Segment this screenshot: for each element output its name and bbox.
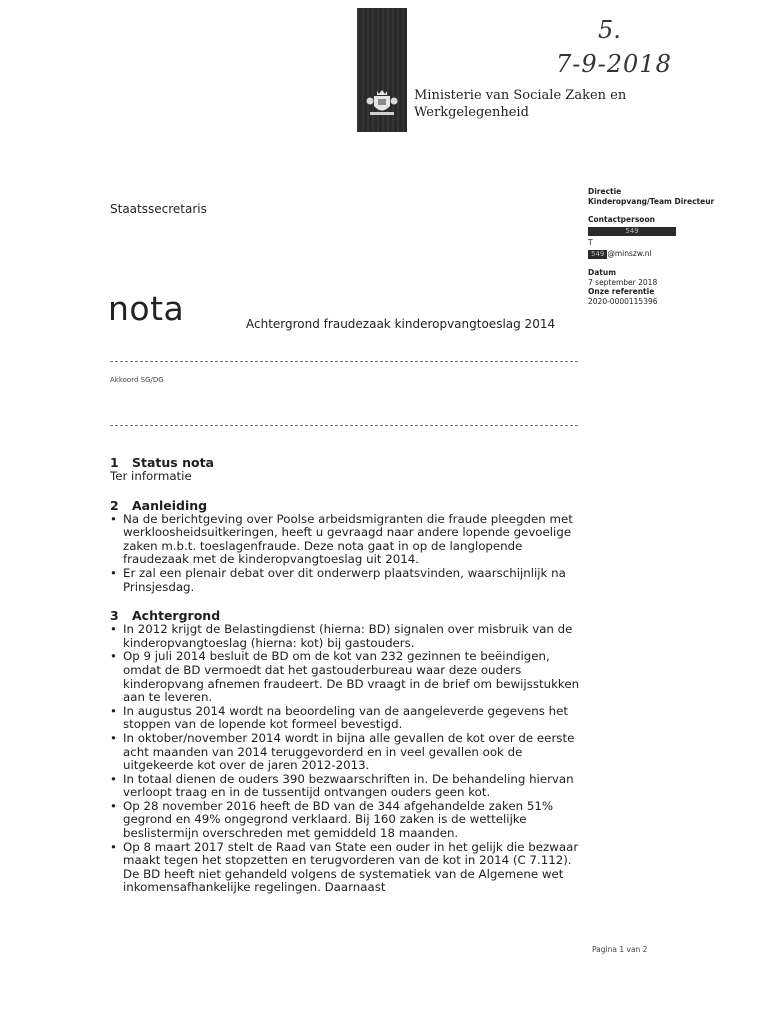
datum-label: Datum <box>588 268 617 277</box>
handwritten-number: 5. <box>598 16 621 44</box>
subject-line: Achtergrond fraudezaak kinderopvangtoeslag 2014 <box>246 317 556 331</box>
datum-value: 7 september 2018 <box>588 277 658 287</box>
list-item: • In totaal dienen de ouders 390 bezwaarschriften in. De behandeling hiervan verloopt traag en in de tussentijd ontvangen ouders geen kot. <box>110 773 580 800</box>
divider-bottom <box>110 425 578 426</box>
phone-line: T <box>588 237 593 247</box>
contact-label: Contactpersoon <box>588 215 655 224</box>
akkoord-label: Akkoord SG/DG <box>110 376 164 384</box>
sender: Staatssecretaris <box>110 202 207 216</box>
section-heading: 1 Status nota <box>110 455 214 470</box>
ministry-line-1: Ministerie van Sociale Zaken en <box>414 88 627 103</box>
directie-block <box>588 187 728 206</box>
list-item: • Op 28 november 2016 heeft de BD van de 344 afgehandelde zaken 51% gegrond en 49% ongegrond verklaard. Bij 160 zaken is de wettelijke beslistermijn overschreden met gemiddeld 18 maanden. <box>110 800 580 841</box>
contact-redacted: 549 <box>588 227 676 236</box>
page-number: Pagina 1 van 2 <box>592 945 648 954</box>
handwritten-date: 7-9-2018 <box>556 50 672 78</box>
section-aanleiding <box>110 498 580 595</box>
referentie-value: 2020-0000115396 <box>588 296 658 306</box>
divider-top <box>110 361 578 362</box>
section-heading: 3 Achtergrond <box>110 608 221 624</box>
directie-value: Kinderopvang/Team Directeur <box>588 196 715 206</box>
document-type: nota <box>108 289 185 328</box>
section-status <box>110 455 580 484</box>
list-item: • Na de berichtgeving over Poolse arbeidsmigranten die fraude pleegden met werkloosheidsuitkeringen, heeft u gevraagd naar andere lopende gevoelige zaken m.b.t. toeslagenfraude. Deze nota gaat in op de langlopende fraudezaak met de kinderopvangtoeslag uit 2014. <box>110 513 580 567</box>
datum-block <box>588 268 728 306</box>
email-suffix: @minszw.nl <box>607 249 652 258</box>
list-item: • Er zal een plenair debat over dit onderwerp plaatsvinden, waarschijnlijk na Prinsjesdag. <box>110 567 580 594</box>
ministry-name <box>414 87 626 121</box>
section-heading: 2 Aanleiding <box>110 497 208 513</box>
contact-block <box>588 215 728 259</box>
list-item: • In 2012 krijgt de Belastingdienst (hierna: BD) signalen over misbruik van de kinderopvangtoeslag (hierna: kot) bij gastouders. <box>110 623 580 650</box>
list-item: • In oktober/november 2014 wordt in bijna alle gevallen de kot over de eerste acht maanden van 2014 teruggevorderd en in veel gevallen ook de uitgekeerde kot over de jaren 2012-2013. <box>110 732 580 773</box>
coat-of-arms-icon <box>366 88 398 118</box>
ministry-line-2: Werkgelegenheid <box>414 105 529 120</box>
document-body <box>110 455 580 895</box>
email-redacted: 549 <box>588 250 607 259</box>
sidebar-details <box>588 187 728 315</box>
list-item: • In augustus 2014 wordt na beoordeling van de aangeleverde gegevens het stoppen van de lopende kot formeel bevestigd. <box>110 705 580 732</box>
directie-label: Directie <box>588 187 622 196</box>
list-item: • Op 8 maart 2017 stelt de Raad van State een ouder in het gelijk die bezwaar maakt tegen het stopzetten en terugvorderen van de kot in 2014 (C 7.112). De BD heeft niet gehandeld volgens de systematiek van de Algemene wet inkomensafhankelijke regelingen. Daarnaast <box>110 841 580 895</box>
list-item: • Op 9 juli 2014 besluit de BD om de kot van 232 gezinnen te beëindigen, omdat de BD vermoedt dat het gastouderbureau waar deze ouders kinderopvang afnemen fraudeert. De BD vraagt in de brief om bewijsstukken aan te leveren. <box>110 650 580 704</box>
section-achtergrond <box>110 608 580 895</box>
ministry-logo-bar <box>357 8 407 132</box>
section-text: Ter informatie <box>110 469 192 483</box>
referentie-label: Onze referentie <box>588 287 655 296</box>
